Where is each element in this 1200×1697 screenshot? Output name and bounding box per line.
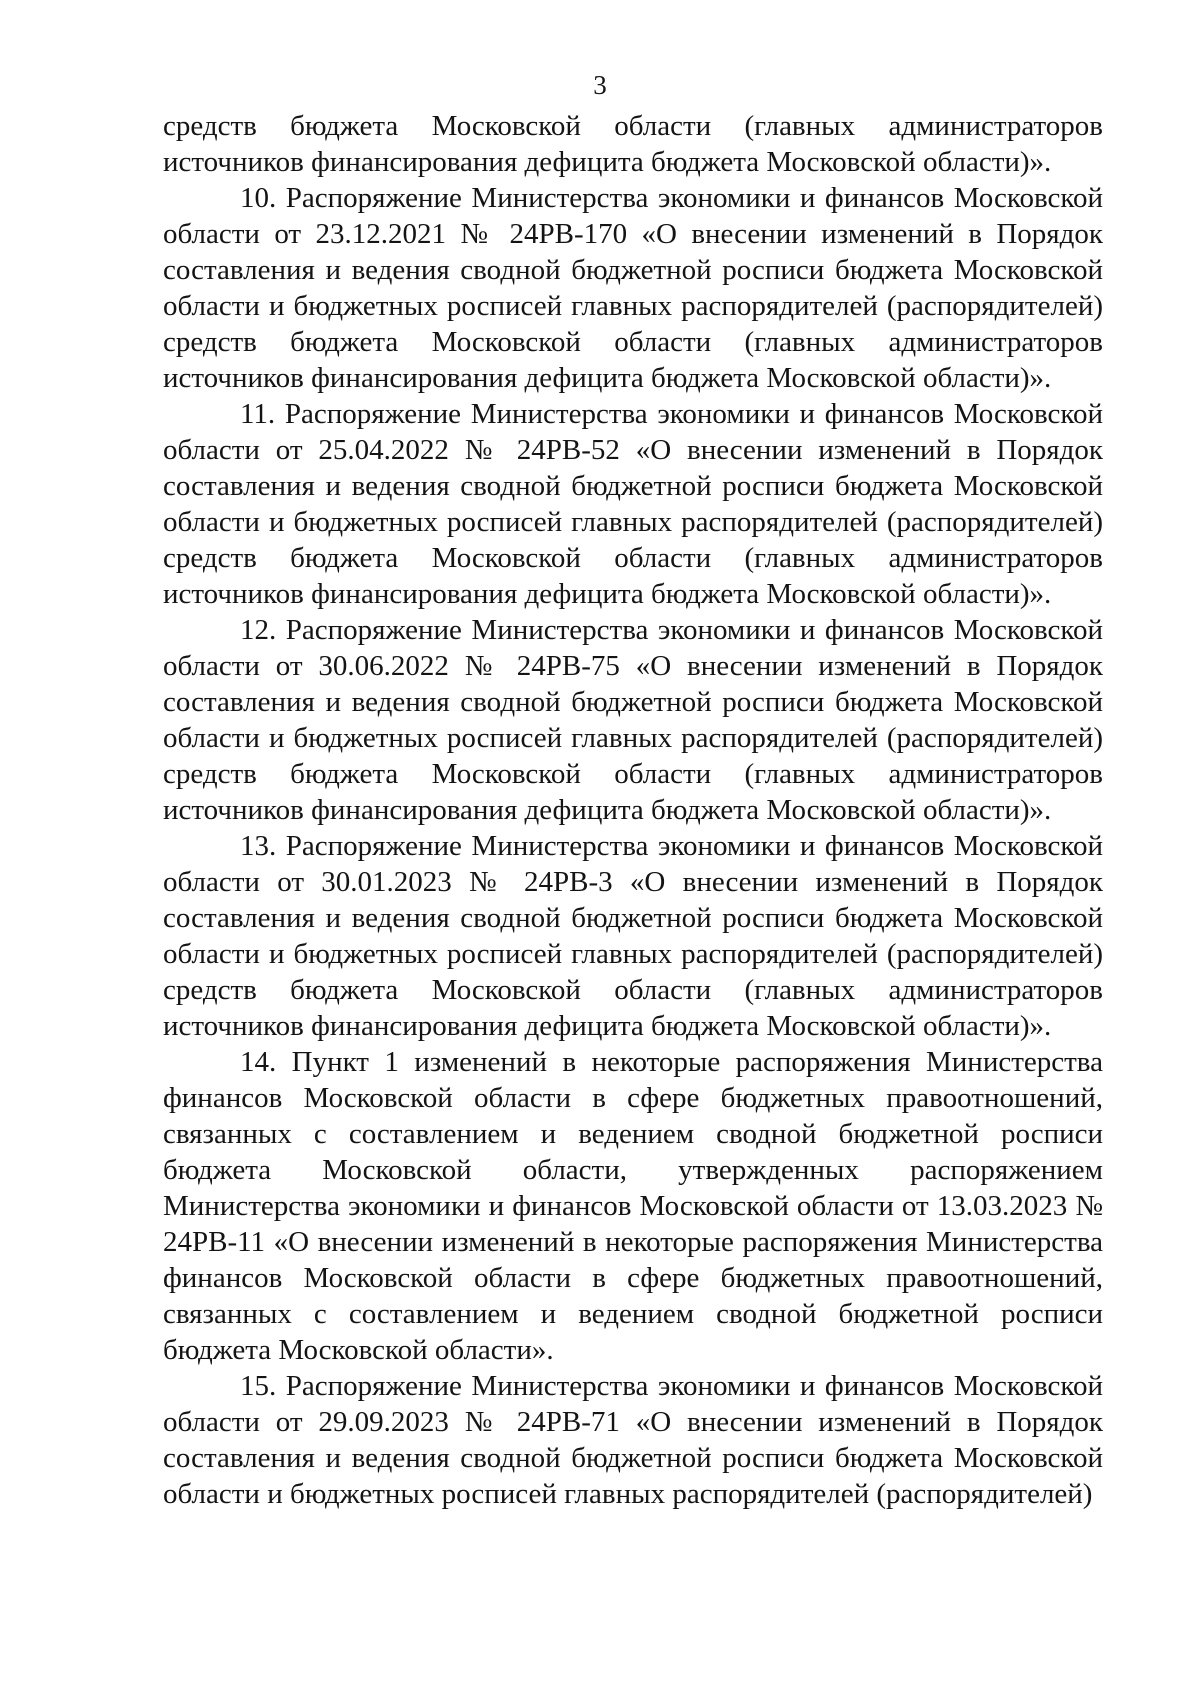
list-item-12: 12. Распоряжение Министерства экономики и финансов Московской области от 30.06.2022 № 24РВ-75 «О внесении изменений в Порядок составления и ведения сводной бюджетной росписи бюджета Московской области и бюджетных росписей главных распорядителей (распорядителей) средств бюджета Московской области (главных администраторов источников финансирования дефицита бюджета Московской области)». [163, 614, 1103, 826]
list-item-15: 15. Распоряжение Министерства экономики и финансов Московской области от 29.09.2023 № 24РВ-71 «О внесении изменений в Порядок составления и ведения сводной бюджетной росписи бюджета Московской области и бюджетных росписей главных распорядителей (распорядителей) [163, 1370, 1103, 1510]
list-item-14: 14. Пункт 1 изменений в некоторые распоряжения Министерства финансов Московской области в сфере бюджетных правоотношений, связанных с составлением и ведением сводной бюджетной росписи бюджета Московской области, утвержденных распоряжением Министерства экономики и финансов Московской области от 13.03.2023 № 24РВ-11 «О внесении изменений в некоторые распоряжения Министерства финансов Московской области в сфере бюджетных правоотношений, связанных с составлением и ведением сводной бюджетной росписи бюджета Московской области». [163, 1046, 1103, 1366]
list-item-10: 10. Распоряжение Министерства экономики и финансов Московской области от 23.12.2021 № 24РВ-170 «О внесении изменений в Порядок составления и ведения сводной бюджетной росписи бюджета Московской области и бюджетных росписей главных распорядителей (распорядителей) средств бюджета Московской области (главных администраторов источников финансирования дефицита бюджета Московской области)». [163, 182, 1103, 394]
list-item-13: 13. Распоряжение Министерства экономики и финансов Московской области от 30.01.2023 № 24РВ-3 «О внесении изменений в Порядок составления и ведения сводной бюджетной росписи бюджета Московской области и бюджетных росписей главных распорядителей (распорядителей) средств бюджета Московской области (главных администраторов источников финансирования дефицита бюджета Московской области)». [163, 830, 1103, 1042]
paragraph-continued: средств бюджета Московской области (главных администраторов источников финансирования дефицита бюджета Московской области)». [163, 110, 1103, 178]
list-item-11: 11. Распоряжение Министерства экономики и финансов Московской области от 25.04.2022 № 24РВ-52 «О внесении изменений в Порядок составления и ведения сводной бюджетной росписи бюджета Московской области и бюджетных росписей главных распорядителей (распорядителей) средств бюджета Московской области (главных администраторов источников финансирования дефицита бюджета Московской области)». [163, 398, 1103, 610]
page-number: 3 [593, 70, 607, 100]
document-body [163, 108, 1103, 1512]
